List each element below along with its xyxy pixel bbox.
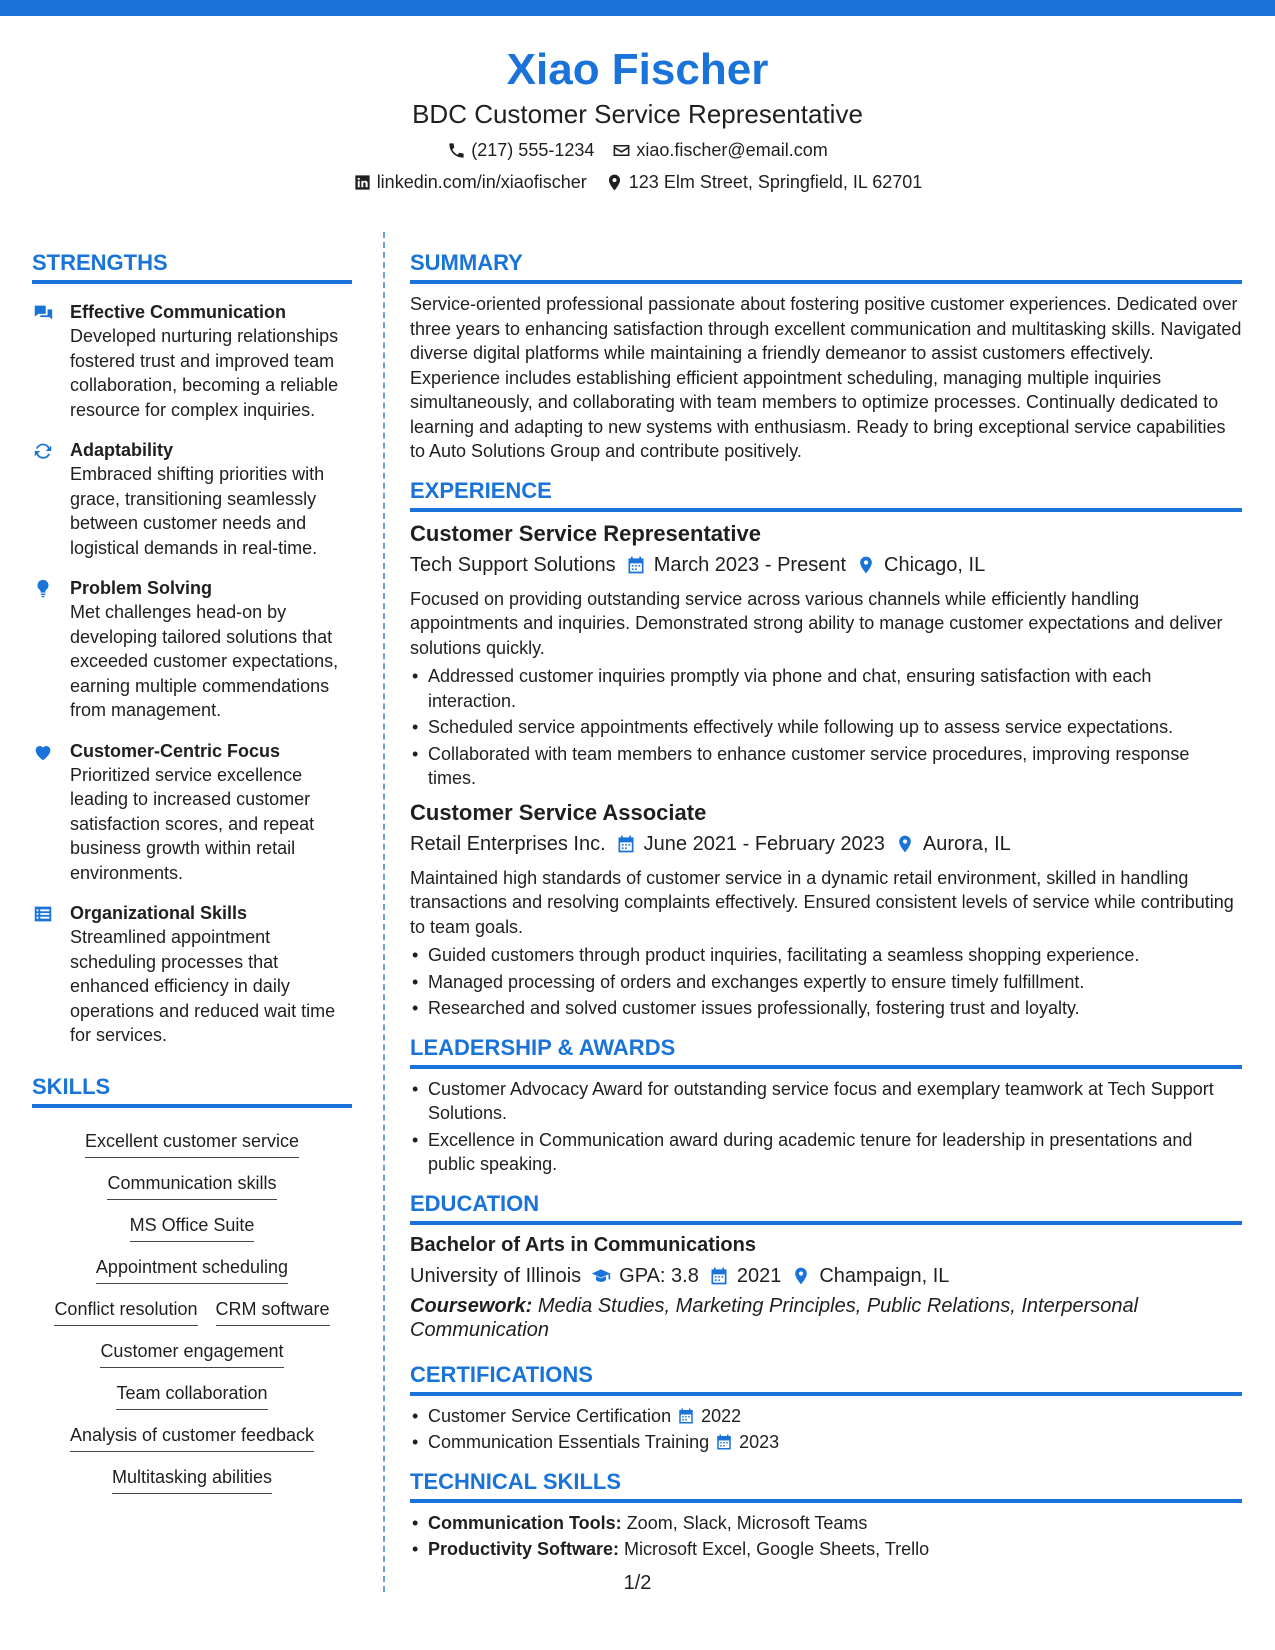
technical-skill-label: Communication Tools: [428, 1512, 622, 1533]
skill-tag: CRM software [216, 1297, 330, 1326]
sync-icon [32, 440, 54, 462]
strength-item [32, 739, 352, 886]
job-bullets [410, 943, 1242, 1021]
job-meta [410, 830, 1242, 858]
bullet-item: • Customer Advocacy Award for outstanding service focus and exemplary teamwork at Tech Support Solutions. [410, 1077, 1242, 1126]
bullet-item: • Researched and solved customer issues professionally, fostering trust and loyalty. [410, 996, 1242, 1021]
strength-desc: Met challenges head-on by developing tailored solutions that exceeded customer expectations, earning multiple commendations from management. [70, 602, 339, 720]
strength-item [32, 901, 352, 1048]
school-location: Champaign, IL [819, 1264, 950, 1287]
skill-tag: Multitasking abilities [112, 1465, 272, 1494]
column-divider [383, 232, 385, 1592]
bullet-item: • Guided customers through product inquiries, facilitating a seamless shopping experience. [410, 943, 1242, 968]
resume-header [0, 44, 1275, 194]
summary-heading: SUMMARY [410, 250, 1242, 284]
strength-item [32, 300, 352, 422]
education-heading: EDUCATION [410, 1191, 1242, 1225]
email-contact [612, 138, 827, 162]
certification-year: 2023 [739, 1432, 780, 1452]
bullet-item: • Excellence in Communication award during academic tenure for leadership in presentations and public speaking. [410, 1128, 1242, 1177]
certification-year: 2022 [701, 1405, 742, 1426]
strength-item [32, 438, 352, 560]
degree-title: Bachelor of Arts in Communications [410, 1233, 756, 1256]
technical-skill-value: Microsoft Excel, Google Sheets, Trello [624, 1539, 930, 1559]
skill-tag: Team collaboration [116, 1381, 267, 1410]
skills-list [32, 1116, 352, 1494]
graduation-cap-icon [591, 1266, 611, 1286]
skills-heading: SKILLS [32, 1074, 352, 1108]
certifications-list [410, 1404, 1242, 1455]
envelope-icon [612, 141, 631, 160]
email-text: xiao.fischer@email.com [636, 140, 828, 160]
location-pin-icon [895, 834, 915, 854]
graduation-year: 2021 [736, 1264, 782, 1287]
skill-tag: Communication skills [107, 1171, 276, 1200]
location-pin-icon [856, 555, 876, 575]
education-meta [410, 1262, 1242, 1290]
skill-tag: Excellent customer service [85, 1129, 299, 1158]
experience-heading: EXPERIENCE [410, 478, 1242, 512]
job-company: Tech Support Solutions [410, 553, 616, 576]
summary-text: Service-oriented professional passionate about fostering positive customer experiences. Dedicated over three years to enhancing satisfaction through excellent communication and multitasking skills. Navigated diverse digital platforms while maintaining a friendly demeanor to assist customers effectively. Experience includes establishing efficient appointment scheduling, managing multiple inquiries simultaneously, and collaborating with team members to optimize processes. Continually dedicated to learning and adapting to new systems with enthusiasm. Ready to bring exceptional service capabilities to Auto Solutions Group and contribute positively. [410, 294, 1242, 461]
job-entry [410, 520, 1242, 791]
strength-desc: Embraced shifting priorities with grace, transitioning seamlessly between customer needs and logistical demands in real-time. [70, 464, 325, 558]
certification-item [410, 1404, 1242, 1429]
skill-tag: Appointment scheduling [96, 1255, 288, 1284]
job-description: Maintained high standards of customer service in a dynamic retail environment, skilled in handling transactions and resolving complaints effectively. Ensured consistent levels of service while contributing to team goals. [410, 867, 1234, 937]
strength-title: Adaptability [70, 440, 174, 460]
list-icon [32, 903, 54, 925]
job-location: Chicago, IL [884, 553, 986, 576]
contact-row-1 [0, 138, 1275, 162]
technical-skill-value: Zoom, Slack, Microsoft Teams [626, 1512, 868, 1533]
job-bullets [410, 664, 1242, 791]
certifications-heading: CERTIFICATIONS [410, 1362, 1242, 1396]
technical-skills-section [410, 1469, 1242, 1562]
address-text: 123 Elm Street, Springfield, IL 62701 [628, 172, 923, 192]
skill-tag: Analysis of customer feedback [70, 1423, 314, 1452]
skill-tag: Customer engagement [100, 1339, 283, 1368]
address-contact [605, 170, 923, 194]
comments-icon [32, 302, 54, 324]
contact-row-2 [0, 170, 1275, 194]
technical-skill-item [410, 1537, 1242, 1562]
job-description: Focused on providing outstanding service across various channels while efficiently handling appointments and inquiries. Demonstrated strong ability to manage customer expectations and deliver solutions quickly. [410, 588, 1223, 658]
job-title: Customer Service Representative [410, 520, 761, 546]
strength-title: Customer-Centric Focus [70, 740, 281, 761]
calendar-icon [626, 555, 646, 575]
technical-skill-item [410, 1511, 1242, 1536]
strength-title: Problem Solving [70, 578, 213, 598]
candidate-name: Xiao Fischer [506, 45, 769, 94]
location-pin-icon [605, 173, 624, 192]
technical-skill-label: Productivity Software: [428, 1539, 620, 1559]
bullet-item: • Collaborated with team members to enhance customer service procedures, improving response times. [410, 742, 1242, 791]
strength-title: Effective Communication [70, 302, 287, 322]
candidate-title: BDC Customer Service Representative [412, 99, 863, 129]
certification-name: • Customer Service Certification [428, 1405, 672, 1426]
lightbulb-icon [32, 578, 54, 600]
job-location: Aurora, IL [922, 832, 1011, 855]
linkedin-contact [353, 170, 587, 194]
job-dates: June 2021 - February 2023 [643, 832, 885, 855]
phone-text: (217) 555-1234 [471, 140, 595, 160]
linkedin-text: linkedin.com/in/xiaofischer [376, 172, 587, 192]
job-dates: March 2023 - Present [653, 553, 847, 576]
phone-contact [447, 138, 594, 162]
strength-desc: Prioritized service excellence leading to increased customer satisfaction scores, and repeat business growth within retail environments. [70, 764, 315, 883]
technical-skills-list [410, 1511, 1242, 1562]
job-title: Customer Service Associate [410, 799, 707, 825]
heart-icon [32, 741, 54, 763]
job-meta [410, 551, 1242, 579]
bullet-item: • Addressed customer inquiries promptly via phone and chat, ensuring satisfaction with each interaction. [410, 664, 1242, 713]
strength-desc: Developed nurturing relationships fostered trust and improved team collaboration, becoming a reliable resource for complex inquiries. [70, 326, 339, 420]
location-pin-icon [791, 1266, 811, 1286]
bullet-item: • Scheduled service appointments effectively while following up to assess service expectations. [410, 715, 1242, 740]
school-name: University of Illinois [410, 1264, 582, 1287]
job-company: Retail Enterprises Inc. [410, 832, 606, 855]
linkedin-icon [353, 173, 372, 192]
skill-tag: Conflict resolution [54, 1297, 197, 1326]
phone-icon [447, 141, 466, 160]
right-column [410, 250, 1242, 1562]
certification-name: • Communication Essentials Training [428, 1432, 710, 1452]
education-section [410, 1191, 1242, 1342]
certification-item [410, 1430, 1242, 1455]
gpa: GPA: 3.8 [619, 1264, 699, 1287]
strength-item [32, 576, 352, 723]
coursework [410, 1294, 1242, 1342]
coursework-label: Coursework: [410, 1294, 533, 1317]
bullet-item: • Managed processing of orders and exchanges expertly to ensure timely fulfillment. [410, 970, 1242, 995]
page-number: 1/2 [623, 1572, 652, 1594]
coursework-text: Media Studies, Marketing Principles, Public Relations, Interpersonal Communication [410, 1294, 1139, 1341]
left-column [32, 250, 352, 1494]
top-accent-bar [0, 0, 1275, 16]
calendar-icon [616, 834, 636, 854]
experience-section [410, 478, 1242, 1021]
skill-tag: MS Office Suite [130, 1213, 255, 1242]
leadership-section [410, 1035, 1242, 1177]
strength-desc: Streamlined appointment scheduling processes that enhanced efficiency in daily operations and reduced wait time for services. [70, 927, 336, 1045]
certifications-section [410, 1362, 1242, 1455]
calendar-icon [709, 1266, 729, 1286]
job-entry [410, 799, 1242, 1021]
calendar-icon [677, 1407, 695, 1425]
technical-skills-heading: TECHNICAL SKILLS [410, 1469, 1242, 1503]
leadership-heading: LEADERSHIP & AWARDS [410, 1035, 1242, 1069]
leadership-bullets [410, 1077, 1242, 1177]
strengths-heading: STRENGTHS [32, 250, 352, 284]
strength-title: Organizational Skills [70, 903, 248, 923]
calendar-icon [715, 1433, 733, 1451]
